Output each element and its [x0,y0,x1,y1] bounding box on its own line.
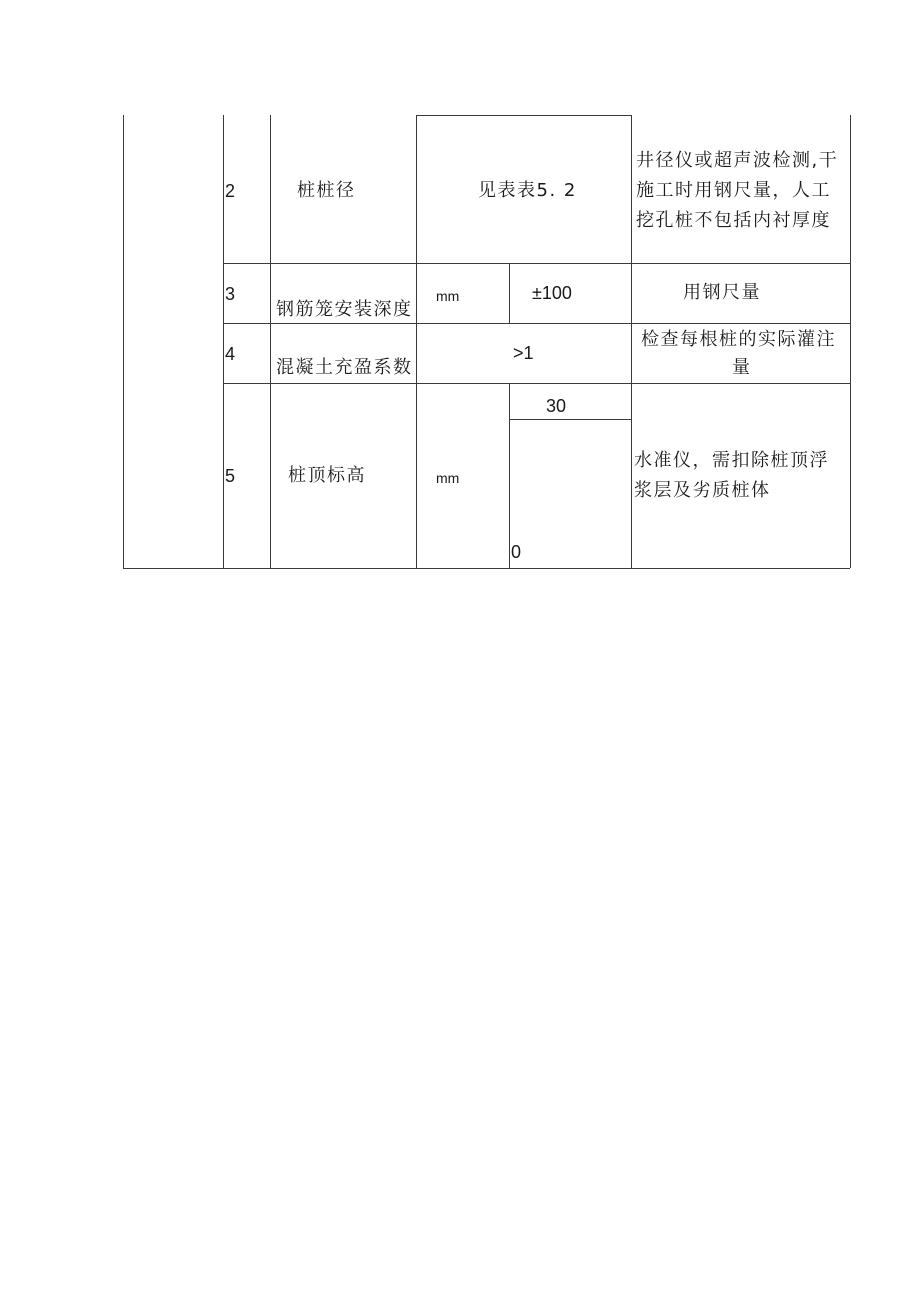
check-method-line: 用钢尺量 [683,282,761,303]
row-divider [416,115,631,116]
row-number: 3 [225,284,236,304]
column-divider [416,115,417,568]
allowed-deviation-upper: 30 [546,396,567,416]
check-method-line: 浆层及劣质桩体 [634,480,771,501]
check-method-line: 水准仪，需扣除桩顶浮 [634,450,829,471]
check-method-line: 挖孔桩不包括内衬厚度 [636,210,831,231]
check-method-line: 施工时用钢尺量，人工 [636,180,831,201]
unit: mm [436,288,460,304]
row-number: 4 [225,344,236,364]
table-border-left [123,115,124,568]
row-divider [223,323,850,324]
check-item: 桩桩径 [297,180,356,201]
allowed-deviation: ±100 [532,283,572,303]
row-divider [223,383,850,384]
row-number: 2 [225,181,236,201]
check-item: 混凝土充盈系数 [276,357,413,378]
allowed-deviation: 见表表5. 2 [478,180,577,201]
check-item: 桩顶标高 [288,465,366,486]
column-divider [509,263,510,323]
check-item: 钢筋笼安装深度 [276,299,413,320]
row-divider [223,263,850,264]
cell-divider [509,419,631,420]
row-number: 5 [225,466,236,486]
column-divider [631,115,632,568]
column-divider [223,115,224,568]
check-method-line: 检查每根桩的实际灌注 [641,329,836,350]
column-divider [509,383,510,568]
unit: mm [436,470,460,486]
check-method-line: 井径仪或超声波检测,干 [636,150,839,171]
column-divider [270,115,271,568]
table-border-bottom [123,568,850,569]
check-method-line: 量 [732,357,752,378]
allowed-deviation-lower: 0 [511,542,522,562]
allowed-deviation: >1 [513,343,534,363]
table-border-right [850,115,851,568]
